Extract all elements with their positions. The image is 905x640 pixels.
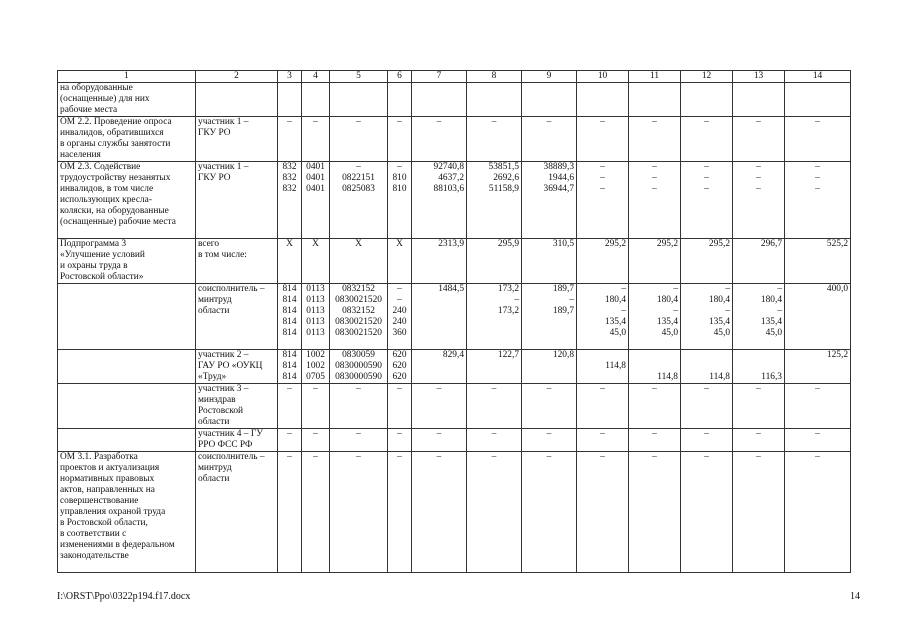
- table-cell: [467, 117, 522, 162]
- table-cell: [412, 284, 467, 350]
- table-cell: [412, 384, 467, 429]
- table-cell: [330, 384, 388, 429]
- table-cell: [196, 284, 278, 350]
- cell-text: 400,0: [826, 284, 848, 294]
- row-sub-3-part-3: [58, 384, 851, 429]
- cell-text: –: [397, 452, 402, 462]
- cell-text: –: [313, 452, 318, 462]
- cell-text: ОМ 2.2. Проведение опроса инвалидов, обратившихся в органы службы занятости населения: [60, 117, 172, 160]
- table-cell: [196, 162, 278, 239]
- cell-text: –: [600, 452, 605, 462]
- table-cell: [58, 117, 196, 162]
- cell-text: Х: [286, 239, 293, 249]
- table-cell: [681, 284, 733, 350]
- table-cell: [785, 429, 851, 452]
- cell-text: –: [491, 117, 497, 127]
- cell-text: – 180,4 – 135,4 45,0: [708, 284, 730, 338]
- table-cell: [467, 429, 522, 452]
- cell-text: –: [546, 117, 552, 127]
- header-cell: 13: [733, 71, 785, 83]
- table-cell: [733, 162, 785, 239]
- row-om-3-1: [58, 452, 851, 573]
- cell-text: –: [815, 452, 820, 462]
- table-cell: [58, 239, 196, 284]
- cell-text: –: [756, 452, 761, 462]
- table-cell: [733, 83, 785, 117]
- header-cell: 11: [629, 71, 681, 83]
- table-cell: [577, 239, 629, 284]
- table-cell: [412, 83, 467, 117]
- cell-text: –: [600, 384, 605, 394]
- cell-text: –: [356, 384, 361, 394]
- cell-text: –: [652, 384, 657, 394]
- cell-text: – 0822151 0825083: [342, 162, 375, 194]
- table-cell: [412, 452, 467, 573]
- table-cell: [278, 162, 302, 239]
- cell-text: 296,7: [760, 239, 782, 249]
- table-cell: [733, 429, 785, 452]
- cell-text: 92740,8 4637,2 88103,6: [433, 162, 464, 194]
- cell-text: 832 832 832: [282, 162, 297, 194]
- row-sub-3-total: [58, 239, 851, 284]
- table-cell: [412, 239, 467, 284]
- table-cell: [330, 117, 388, 162]
- cell-text: –: [313, 384, 318, 394]
- table-cell: [733, 350, 785, 384]
- cell-text: –: [397, 384, 402, 394]
- table-cell: [785, 162, 851, 239]
- table-cell: [733, 452, 785, 573]
- cell-text: 116,3: [761, 372, 782, 382]
- cell-text: 120,8: [552, 350, 574, 360]
- table-cell: [278, 239, 302, 284]
- table-cell: [196, 83, 278, 117]
- table-cell: [785, 350, 851, 384]
- table-cell: [388, 239, 412, 284]
- table-cell: [302, 239, 330, 284]
- table-cell: [733, 117, 785, 162]
- table-cell: [58, 83, 196, 117]
- cell-text: 114,8: [709, 372, 730, 382]
- table-cell: [681, 239, 733, 284]
- table-cell: [785, 384, 851, 429]
- cell-text: –: [704, 384, 709, 394]
- table-cell: [388, 452, 412, 573]
- table-cell: [785, 452, 851, 573]
- cell-text: Х: [396, 239, 403, 249]
- table-cell: [388, 350, 412, 384]
- cell-text: 0832152 0830021520 0832152 0830021520 0830021520: [335, 284, 382, 338]
- table-cell: [58, 429, 196, 452]
- header-cell: 9: [522, 71, 577, 83]
- table-cell: [522, 117, 577, 162]
- cell-text: –: [815, 384, 820, 394]
- table-cell: [58, 384, 196, 429]
- cell-text: –: [491, 384, 497, 394]
- header-cell: 2: [196, 71, 278, 83]
- table-cell: [522, 384, 577, 429]
- table-cell: [330, 284, 388, 350]
- cell-text: –: [546, 429, 552, 439]
- header-row: [58, 71, 851, 83]
- cell-text: 53851,5 2692,6 51158,9: [488, 162, 519, 194]
- table-cell: [278, 350, 302, 384]
- table-cell: [785, 117, 851, 162]
- cell-text: участник 4 – ГУ РРО ФСС РФ: [198, 429, 263, 450]
- table-cell: [522, 350, 577, 384]
- row-sub-3-part-2: [58, 350, 851, 384]
- cell-text: – – –: [704, 162, 709, 194]
- table-cell: [278, 117, 302, 162]
- cell-text: –: [756, 384, 761, 394]
- table-cell: [388, 429, 412, 452]
- table-cell: [681, 429, 733, 452]
- table-cell: [196, 384, 278, 429]
- cell-text: Х: [312, 239, 319, 249]
- cell-text: –: [815, 117, 820, 127]
- header-cell: 12: [681, 71, 733, 83]
- cell-text: –: [491, 429, 497, 439]
- header-cell: 1: [58, 71, 196, 83]
- cell-text: 122,7: [497, 350, 519, 360]
- cell-text: ОМ 3.1. Разработка проектов и актуализация нормативных правовых актов, направленных на совершенствование управления охраной труда в Ростовской области, в соответствии с изменениями в федеральном законодательстве: [60, 452, 175, 561]
- cell-text: 125,2: [826, 350, 848, 360]
- header-cell: 6: [388, 71, 412, 83]
- table-cell: [577, 83, 629, 117]
- table-cell: [785, 239, 851, 284]
- table-cell: [388, 117, 412, 162]
- header-cell: 7: [412, 71, 467, 83]
- cell-text: – – –: [815, 162, 820, 194]
- row-om-2-3: [58, 162, 851, 239]
- table-cell: [302, 384, 330, 429]
- cell-text: –: [436, 384, 442, 394]
- table-cell: [330, 350, 388, 384]
- cell-text: –: [397, 429, 402, 439]
- table-cell: [278, 452, 302, 573]
- table-cell: [629, 117, 681, 162]
- cell-text: –: [652, 117, 657, 127]
- cell-text: –: [704, 452, 709, 462]
- header-cell: 8: [467, 71, 522, 83]
- header-cell: 10: [577, 71, 629, 83]
- cell-text: –: [600, 429, 605, 439]
- table-cell: [302, 162, 330, 239]
- table-cell: [302, 117, 330, 162]
- table-cell: [412, 162, 467, 239]
- table-cell: [58, 452, 196, 573]
- cell-text: –: [756, 429, 761, 439]
- table-cell: [785, 83, 851, 117]
- table-cell: [467, 350, 522, 384]
- cell-text: –: [652, 429, 657, 439]
- table-cell: [522, 162, 577, 239]
- cell-text: – – 240 240 360: [392, 284, 407, 338]
- table-cell: [577, 350, 629, 384]
- row-sub-3-part-4: [58, 429, 851, 452]
- table-cell: [629, 83, 681, 117]
- table-cell: [681, 452, 733, 573]
- cell-text: всего в том числе:: [198, 239, 247, 260]
- cell-text: Подпрограмма 3 «Улучшение условий и охраны труда в Ростовской области»: [60, 239, 145, 282]
- table-cell: [412, 350, 467, 384]
- cell-text: на оборудованные (оснащенные) для них рабочие места: [60, 83, 150, 115]
- cell-text: –: [652, 452, 657, 462]
- table-cell: [467, 162, 522, 239]
- cell-text: 814 814 814: [282, 350, 297, 382]
- cell-text: 295,2: [604, 239, 626, 249]
- table-cell: [522, 452, 577, 573]
- table-cell: [629, 162, 681, 239]
- row-cont: [58, 83, 851, 117]
- table-cell: [629, 239, 681, 284]
- table-cell: [388, 162, 412, 239]
- cell-text: соисполнитель – минтруд области: [198, 284, 265, 316]
- cell-text: Х: [355, 239, 362, 249]
- cell-text: –: [546, 452, 552, 462]
- cell-text: 173,2 – 173,2: [497, 284, 519, 316]
- footer-page-number: 14: [850, 591, 860, 602]
- table-cell: [58, 162, 196, 239]
- table-cell: [522, 429, 577, 452]
- table-cell: [196, 239, 278, 284]
- cell-text: –: [287, 452, 292, 462]
- table-cell: [278, 284, 302, 350]
- cell-text: –: [397, 117, 402, 127]
- table-cell: [577, 284, 629, 350]
- table-cell: [196, 117, 278, 162]
- cell-text: –: [436, 117, 442, 127]
- table-cell: [302, 429, 330, 452]
- table-cell: [681, 117, 733, 162]
- table-cell: [467, 284, 522, 350]
- table-cell: [577, 117, 629, 162]
- table-cell: [629, 452, 681, 573]
- cell-text: –: [491, 452, 497, 462]
- cell-text: –: [815, 429, 820, 439]
- table-cell: [388, 384, 412, 429]
- cell-text: –: [546, 384, 552, 394]
- cell-text: –: [436, 429, 442, 439]
- table-cell: [330, 83, 388, 117]
- cell-text: – – –: [600, 162, 605, 194]
- table-cell: [785, 284, 851, 350]
- table-cell: [412, 117, 467, 162]
- cell-text: 0401 0401 0401: [306, 162, 325, 194]
- table-cell: [302, 83, 330, 117]
- cell-text: 829,4: [442, 350, 464, 360]
- cell-text: –: [287, 429, 292, 439]
- header-cell: 3: [278, 71, 302, 83]
- cell-text: –: [436, 452, 442, 462]
- table-cell: [196, 452, 278, 573]
- table-cell: [681, 83, 733, 117]
- table-cell: [733, 284, 785, 350]
- table-cell: [577, 429, 629, 452]
- table-cell: [412, 429, 467, 452]
- cell-text: 114,8: [605, 361, 626, 371]
- table-cell: [330, 429, 388, 452]
- cell-text: 0113 0113 0113 0113 0113: [306, 284, 325, 338]
- cell-text: 295,9: [497, 239, 519, 249]
- table-cell: [330, 452, 388, 573]
- cell-text: 114,8: [657, 372, 678, 382]
- cell-text: участник 3 – минздрав Ростовской области: [198, 384, 249, 427]
- cell-text: –: [704, 429, 709, 439]
- cell-text: ОМ 2.3. Содействие трудоустройству незанятых инвалидов, в том числе использующих кресла- коляски, на оборудованные (оснащенные) рабочие места: [60, 162, 176, 227]
- footer-file-path: I:\ORST\Ppo\0322p194.f17.docx: [57, 591, 191, 602]
- table-cell: [629, 284, 681, 350]
- table-cell: [629, 429, 681, 452]
- table-cell: [388, 83, 412, 117]
- table-cell: [467, 239, 522, 284]
- row-sub-3-coexec: [58, 284, 851, 350]
- table-cell: [196, 429, 278, 452]
- cell-text: 2313,9: [438, 239, 464, 249]
- cell-text: участник 1 – ГКУ РО: [198, 117, 249, 138]
- cell-text: 0830059 0830000590 0830000590: [335, 350, 382, 382]
- table-cell: [467, 83, 522, 117]
- table-cell: [330, 239, 388, 284]
- cell-text: 1484,5: [438, 284, 464, 294]
- table-cell: [330, 162, 388, 239]
- cell-text: 38889,3 1944,6 36944,7: [543, 162, 574, 194]
- cell-text: 525,2: [826, 239, 848, 249]
- cell-text: 189,7 – 189,7: [552, 284, 574, 316]
- cell-text: – 180,4 – 135,4 45,0: [656, 284, 678, 338]
- cell-text: – 810 810: [392, 162, 407, 194]
- table-cell: [522, 284, 577, 350]
- table-cell: [629, 384, 681, 429]
- table-cell: [467, 452, 522, 573]
- table-cell: [467, 384, 522, 429]
- cell-text: –: [287, 117, 292, 127]
- cell-text: –: [356, 429, 361, 439]
- table-cell: [278, 384, 302, 429]
- table-cell: [302, 452, 330, 573]
- cell-text: 1002 1002 0705: [306, 350, 325, 382]
- table-cell: [388, 284, 412, 350]
- table-cell: [733, 239, 785, 284]
- cell-text: –: [600, 117, 605, 127]
- table-cell: [522, 83, 577, 117]
- cell-text: – 180,4 – 135,4 45,0: [760, 284, 782, 338]
- header-cell: 14: [785, 71, 851, 83]
- table-cell: [681, 384, 733, 429]
- cell-text: соисполнитель – минтруд области: [198, 452, 265, 484]
- cell-text: –: [756, 117, 761, 127]
- header-cell: 5: [330, 71, 388, 83]
- header-cell: 4: [302, 71, 330, 83]
- table-cell: [629, 350, 681, 384]
- cell-text: 295,2: [708, 239, 730, 249]
- table-cell: [577, 452, 629, 573]
- cell-text: – 180,4 – 135,4 45,0: [604, 284, 626, 338]
- table-cell: [302, 284, 330, 350]
- table-cell: [733, 384, 785, 429]
- table-cell: [278, 83, 302, 117]
- table-cell: [681, 350, 733, 384]
- table-cell: [196, 350, 278, 384]
- table-cell: [58, 284, 196, 350]
- cell-text: –: [313, 429, 318, 439]
- cell-text: –: [287, 384, 292, 394]
- table-cell: [522, 239, 577, 284]
- cell-text: –: [313, 117, 318, 127]
- table-cell: [278, 429, 302, 452]
- budget-table: [57, 70, 851, 573]
- cell-text: участник 1 – ГКУ РО: [198, 162, 249, 183]
- cell-text: – – –: [756, 162, 761, 194]
- cell-text: 814 814 814 814 814: [282, 284, 297, 338]
- cell-text: –: [356, 452, 361, 462]
- table-cell: [577, 384, 629, 429]
- cell-text: 620 620 620: [392, 350, 407, 382]
- table-cell: [302, 350, 330, 384]
- table-cell: [58, 350, 196, 384]
- cell-text: –: [356, 117, 361, 127]
- cell-text: –: [704, 117, 709, 127]
- table-cell: [577, 162, 629, 239]
- cell-text: – – –: [652, 162, 657, 194]
- cell-text: 310,5: [552, 239, 574, 249]
- row-om-2-2: [58, 117, 851, 162]
- cell-text: 295,2: [656, 239, 678, 249]
- cell-text: участник 2 – ГАУ РО «ОУКЦ «Труд»: [198, 350, 263, 382]
- table-cell: [681, 162, 733, 239]
